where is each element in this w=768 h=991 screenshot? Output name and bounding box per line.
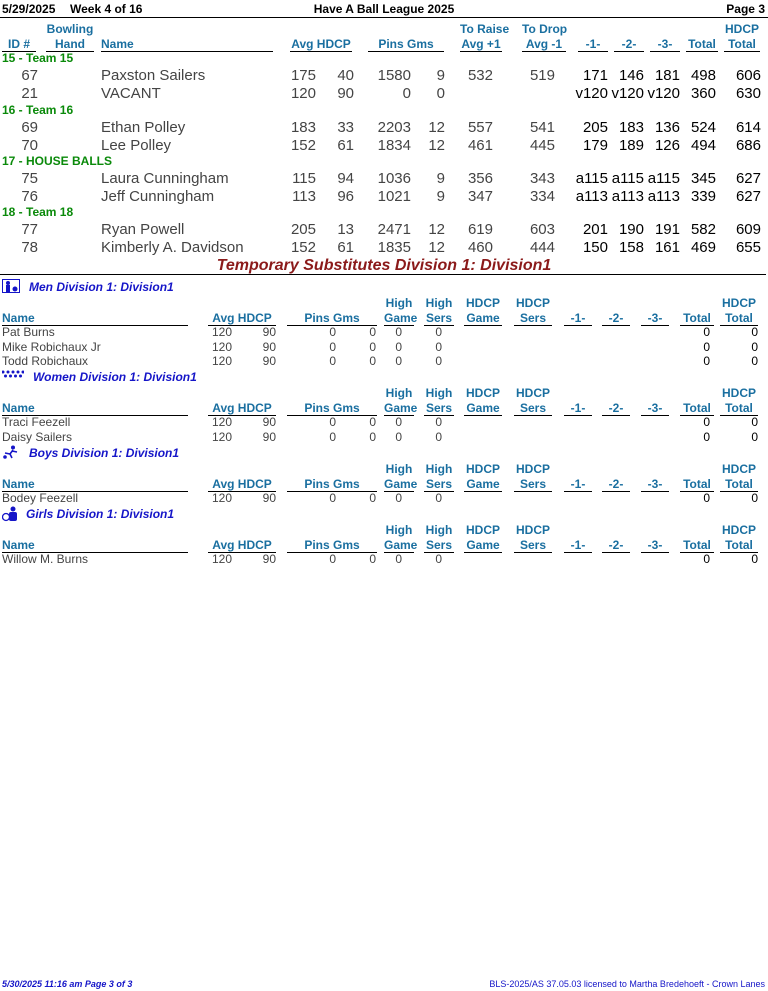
col-high-game-top: High	[385, 386, 413, 400]
sub-pins: 0	[329, 339, 336, 354]
team-label: 15 - Team 15	[2, 51, 74, 65]
game-1: 179	[582, 137, 608, 154]
col-hdcp-sers-top: HDCP	[515, 296, 550, 310]
col-name: Name	[2, 311, 188, 326]
col-hdcp-total-top: HDCP	[721, 296, 756, 310]
sub-hdcp: 90	[262, 325, 276, 339]
to-raise: 460	[467, 239, 493, 256]
pins-icon	[2, 369, 20, 383]
sub-avg: 120	[211, 491, 232, 505]
bowler-hdcp: 13	[337, 221, 354, 238]
sub-bowler-name: Pat Burns	[2, 325, 55, 339]
hdcp-total: 609	[735, 221, 761, 238]
bowler-name: Lee Polley	[101, 137, 172, 154]
bowler-name: Kimberly A. Davidson	[101, 239, 244, 256]
col-high-game-top: High	[385, 296, 413, 310]
to-raise: 347	[467, 188, 493, 205]
girl-bowler-icon	[2, 506, 20, 520]
col-hdcp-sers: Sers	[514, 401, 552, 416]
series-total: 494	[690, 137, 716, 154]
col-name: Name	[2, 538, 188, 553]
col-hdcp-sers-top: HDCP	[515, 386, 550, 400]
bowler-pins: 1580	[377, 67, 411, 84]
game-2: 189	[618, 137, 644, 154]
sub-avg: 120	[211, 415, 232, 429]
col-g2: -2-	[602, 477, 630, 492]
sub-high-game: 0	[395, 429, 402, 444]
bowler-avg: 205	[290, 221, 316, 238]
bowler-id: 75	[21, 170, 38, 187]
to-raise: 461	[467, 137, 493, 154]
bowler-avg: 120	[290, 85, 316, 102]
col-hdcp-sers-top: HDCP	[515, 462, 550, 476]
game-3: v120	[647, 85, 680, 102]
col-high-sers: Sers	[425, 538, 453, 552]
col-high-sers: Sers	[425, 311, 453, 325]
sub-total: 0	[703, 491, 710, 505]
col-g1: -1-	[564, 401, 592, 416]
sub-high-sers: 0	[435, 415, 442, 429]
sub-total: 0	[703, 415, 710, 429]
sub-hdcp-total: 0	[751, 415, 758, 429]
week-label: Week 4 of 16	[70, 2, 143, 16]
temp-rule	[0, 274, 766, 275]
bowler-games: 12	[428, 239, 445, 256]
sub-games: 0	[369, 325, 376, 339]
hdcp-total: 655	[735, 239, 761, 256]
col-high-sers: Sers	[425, 401, 453, 415]
hdcp-total: 630	[735, 85, 761, 102]
hdcp-total: 606	[735, 67, 761, 84]
sub-pins: 0	[329, 415, 336, 429]
col-hdcp-game-top: HDCP	[465, 386, 500, 400]
bowler-id: 77	[21, 221, 38, 238]
col-pins-gms: Pins Gms	[287, 538, 377, 553]
series-total: 582	[690, 221, 716, 238]
col-id: ID #	[2, 37, 36, 52]
series-total: 498	[690, 67, 716, 84]
col-high-game-top: High	[385, 462, 413, 476]
sub-avg: 120	[211, 354, 232, 368]
col-high-sers-top: High	[425, 523, 453, 537]
bowler-pins: 1036	[377, 170, 411, 187]
hdcp-total: 627	[735, 188, 761, 205]
bowler-games: 0	[436, 85, 445, 102]
col-hdcp-total: Total	[720, 538, 758, 553]
bowler-games: 9	[436, 67, 445, 84]
col-name: Name	[2, 401, 188, 416]
sub-pins: 0	[329, 325, 336, 339]
sub-hdcp-total: 0	[751, 429, 758, 444]
game-2: 190	[618, 221, 644, 238]
col-pins-gms: Pins Gms	[287, 311, 377, 326]
sub-high-game: 0	[395, 415, 402, 429]
col-high-sers-top: High	[425, 386, 453, 400]
bowler-name: Jeff Cunningham	[101, 188, 215, 205]
game-3: a113	[647, 188, 680, 205]
to-raise: 557	[467, 119, 493, 136]
col-total: Total	[686, 37, 718, 52]
col-hdcp-game-top: HDCP	[465, 462, 500, 476]
sub-bowler-name: Todd Robichaux	[2, 354, 89, 368]
series-total: 524	[690, 119, 716, 136]
col-g3: -3-	[641, 538, 669, 553]
game-1: 150	[582, 239, 608, 256]
sub-pins: 0	[329, 552, 336, 566]
bowler-pins: 1835	[377, 239, 411, 256]
sub-games: 0	[369, 354, 376, 368]
bowler-hdcp: 40	[337, 67, 354, 84]
sub-total: 0	[703, 552, 710, 566]
sub-bowler-name: Mike Robichaux Jr	[2, 339, 101, 354]
bowler-hdcp: 61	[337, 137, 354, 154]
game-2: 158	[618, 239, 644, 256]
bowler-id: 76	[21, 188, 38, 205]
sub-hdcp: 90	[262, 429, 276, 444]
footer-timestamp: 5/30/2025 11:16 am Page 3 of 3	[2, 979, 133, 989]
col-high-game: Game	[384, 401, 418, 415]
bowler-hdcp: 33	[337, 119, 354, 136]
sub-high-sers: 0	[435, 552, 442, 566]
to-raise: 532	[467, 67, 493, 84]
bowler-games: 9	[436, 188, 445, 205]
sub-total: 0	[703, 429, 710, 444]
col-high-sers-top: High	[425, 296, 453, 310]
col-avg-hdcp: Avg HDCP	[208, 311, 276, 326]
bowler-avg: 175	[290, 67, 316, 84]
col-hdcp-total-top: HDCP	[721, 462, 756, 476]
sub-bowler-name: Daisy Sailers	[2, 429, 73, 444]
col-g1: -1-	[564, 477, 592, 492]
col-avg-minus: Avg -1	[522, 37, 566, 52]
bowler-pins: 1834	[377, 137, 411, 154]
bowler-id: 67	[21, 67, 38, 84]
bowler-pins: 2203	[377, 119, 411, 136]
bowler-pins: 0	[402, 85, 411, 102]
col-hdcp-sers: Sers	[514, 311, 552, 326]
sub-high-game: 0	[395, 491, 402, 505]
series-total: 360	[690, 85, 716, 102]
to-drop: 445	[529, 137, 555, 154]
sub-hdcp: 90	[262, 491, 276, 505]
league-title: Have A Ball League 2025	[313, 2, 455, 16]
hdcp-total: 627	[735, 170, 761, 187]
bowler-hdcp: 96	[337, 188, 354, 205]
hdcp-total: 614	[735, 119, 761, 136]
col-hdcp-total: Total	[720, 311, 758, 326]
game-1: 201	[582, 221, 608, 238]
col-high-game: Game	[384, 311, 418, 325]
col-hdcp-total: Total	[724, 37, 760, 52]
bowler-games: 9	[436, 170, 445, 187]
col-g1: -1-	[564, 311, 592, 326]
col-hdcp-total: Total	[720, 401, 758, 416]
game-1: a113	[575, 188, 608, 205]
bowler-games: 12	[428, 137, 445, 154]
sub-games: 0	[369, 415, 376, 429]
bowler-avg: 115	[292, 170, 316, 187]
game-2: v120	[611, 85, 644, 102]
sub-pins: 0	[329, 354, 336, 368]
bowler-id: 70	[21, 137, 38, 154]
col-g3: -3-	[641, 477, 669, 492]
col-hdcp-game-top: HDCP	[465, 523, 500, 537]
col-name: Name	[101, 37, 273, 52]
col-bowling: Bowling	[46, 22, 94, 36]
col-avg-hdcp: Avg HDCP	[208, 538, 276, 553]
col-g1: -1-	[564, 538, 592, 553]
bowler-pins: 2471	[377, 221, 411, 238]
col-hdcp-game: Game	[464, 538, 502, 553]
col-hdcp-total-top: HDCP	[721, 523, 756, 537]
col-hdcp-sers-top: HDCP	[515, 523, 550, 537]
col-name: Name	[2, 477, 188, 492]
sub-hdcp-total: 0	[751, 354, 758, 368]
game-3: 161	[654, 239, 680, 256]
col-hdcp: HDCP	[724, 22, 759, 36]
bowler-games: 12	[428, 221, 445, 238]
bowler-name: Paxston Sailers	[101, 67, 206, 84]
sub-hdcp: 90	[262, 339, 276, 354]
bowler-hdcp: 94	[337, 170, 354, 187]
to-drop: 519	[529, 67, 555, 84]
col-to-raise: To Raise	[460, 22, 510, 36]
col-high-sers: Sers	[425, 477, 453, 491]
col-pins-gms: Pins Gms	[287, 401, 377, 416]
bowler-id: 21	[21, 85, 38, 102]
sub-bowler-name: Bodey Feezell	[2, 491, 79, 505]
division-title: Women Division 1: Division1	[33, 370, 197, 384]
bowler-hdcp: 90	[337, 85, 354, 102]
man-bowler-icon	[2, 279, 20, 293]
game-1: 205	[582, 119, 608, 136]
col-avg-plus: Avg +1	[461, 37, 501, 51]
bowler-id: 69	[21, 119, 38, 136]
game-2: a113	[611, 188, 644, 205]
bowler-avg: 152	[290, 137, 316, 154]
bowler-id: 78	[21, 239, 38, 256]
game-3: 136	[654, 119, 680, 136]
col-hdcp-total: Total	[720, 477, 758, 492]
to-raise: 356	[467, 170, 493, 187]
game-1: v120	[575, 85, 608, 102]
col-to-drop: To Drop	[522, 22, 568, 36]
series-total: 345	[690, 170, 716, 187]
game-3: 191	[654, 221, 680, 238]
sub-high-sers: 0	[435, 325, 442, 339]
team-label: 18 - Team 18	[2, 205, 74, 219]
to-drop: 334	[529, 188, 555, 205]
game-2: 146	[618, 67, 644, 84]
col-total: Total	[680, 538, 714, 553]
col-high-game-top: High	[385, 523, 413, 537]
bowler-name: VACANT	[101, 85, 161, 102]
bowler-avg: 113	[292, 188, 316, 205]
col-g3: -3-	[641, 311, 669, 326]
sub-pins: 0	[329, 429, 336, 444]
col-high-game: Game	[384, 538, 418, 552]
col-hand: Hand	[46, 37, 94, 52]
sub-games: 0	[369, 491, 376, 505]
col-avg-hdcp: Avg HDCP	[208, 401, 276, 416]
sub-hdcp-total: 0	[751, 325, 758, 339]
bowler-pins: 1021	[377, 188, 411, 205]
division-title: Girls Division 1: Division1	[26, 507, 175, 521]
sub-total: 0	[703, 325, 710, 339]
col-hdcp-total-top: HDCP	[721, 386, 756, 400]
col-hdcp-sers: Sers	[514, 477, 552, 492]
sub-high-sers: 0	[435, 354, 442, 368]
to-raise: 619	[467, 221, 493, 238]
col-total: Total	[680, 477, 714, 492]
bowler-avg: 152	[290, 239, 316, 256]
bowler-name: Ryan Powell	[101, 221, 185, 238]
division-title: Men Division 1: Division1	[29, 280, 174, 294]
col-avg-hdcp: Avg HDCP	[208, 477, 276, 492]
col-hdcp-game-top: HDCP	[465, 296, 500, 310]
col-g3: -3-	[641, 401, 669, 416]
sub-high-game: 0	[395, 354, 402, 368]
sub-avg: 120	[211, 325, 232, 339]
sub-high-game: 0	[395, 339, 402, 354]
sub-bowler-name: Willow M. Burns	[2, 552, 89, 566]
sub-games: 0	[369, 552, 376, 566]
game-3: a115	[647, 170, 680, 187]
sub-games: 0	[369, 339, 376, 354]
sub-pins: 0	[329, 491, 336, 505]
col-g2: -2-	[614, 37, 644, 52]
bowler-name: Laura Cunningham	[101, 170, 229, 187]
col-hdcp-game: Game	[464, 477, 502, 492]
footer-license: BLS-2025/AS 37.05.03 licensed to Martha Bredehoeft - Crown Lanes	[489, 979, 765, 989]
series-total: 339	[690, 188, 716, 205]
sub-high-game: 0	[395, 325, 402, 339]
page-number: Page 3	[726, 2, 765, 16]
temp-substitutes-title: Temporary Substitutes Division 1: Division1	[216, 257, 552, 274]
col-hdcp-game: Game	[464, 311, 502, 326]
header-rule	[0, 17, 768, 18]
col-total: Total	[680, 401, 714, 416]
team-label: 17 - HOUSE BALLS	[2, 154, 113, 168]
sub-hdcp: 90	[262, 552, 276, 566]
sub-high-game: 0	[395, 552, 402, 566]
col-g1: -1-	[578, 37, 608, 52]
col-avg-hdcp: Avg HDCP	[291, 37, 351, 51]
col-pins-gms: Pins Gms	[368, 37, 444, 52]
game-2: 183	[618, 119, 644, 136]
sub-hdcp-total: 0	[751, 339, 758, 354]
sub-bowler-name: Traci Feezell	[2, 415, 71, 429]
series-total: 469	[690, 239, 716, 256]
col-g2: -2-	[602, 401, 630, 416]
team-label: 16 - Team 16	[2, 103, 74, 117]
game-1: 171	[582, 67, 608, 84]
sub-hdcp-total: 0	[751, 491, 758, 505]
sub-total: 0	[703, 339, 710, 354]
col-hdcp-sers: Sers	[514, 538, 552, 553]
sub-hdcp: 90	[262, 354, 276, 368]
col-g2: -2-	[602, 311, 630, 326]
sub-avg: 120	[211, 429, 232, 444]
col-high-sers-top: High	[425, 462, 453, 476]
game-1: a115	[575, 170, 608, 187]
col-g3: -3-	[650, 37, 680, 52]
sub-high-sers: 0	[435, 339, 442, 354]
sub-avg: 120	[211, 552, 232, 566]
hdcp-total: 686	[735, 137, 761, 154]
to-drop: 541	[529, 119, 555, 136]
sub-hdcp: 90	[262, 415, 276, 429]
bowler-avg: 183	[290, 119, 316, 136]
sub-total: 0	[703, 354, 710, 368]
sub-avg: 120	[211, 339, 232, 354]
to-drop: 343	[529, 170, 555, 187]
game-3: 181	[654, 67, 680, 84]
report-date: 5/29/2025	[2, 2, 56, 16]
sub-high-sers: 0	[435, 429, 442, 444]
to-drop: 444	[529, 239, 555, 256]
bowler-name: Ethan Polley	[101, 119, 186, 136]
col-pins-gms: Pins Gms	[287, 477, 377, 492]
sub-games: 0	[369, 429, 376, 444]
game-3: 126	[654, 137, 680, 154]
col-high-game: Game	[384, 477, 418, 491]
division-title: Boys Division 1: Division1	[29, 446, 180, 460]
bowler-hdcp: 61	[337, 239, 354, 256]
col-total: Total	[680, 311, 714, 326]
sub-high-sers: 0	[435, 491, 442, 505]
boy-bowler-icon	[2, 445, 20, 459]
col-hdcp-game: Game	[464, 401, 502, 416]
to-drop: 603	[529, 221, 555, 238]
sub-hdcp-total: 0	[751, 552, 758, 566]
game-2: a115	[611, 170, 644, 187]
bowler-games: 12	[428, 119, 445, 136]
col-g2: -2-	[602, 538, 630, 553]
